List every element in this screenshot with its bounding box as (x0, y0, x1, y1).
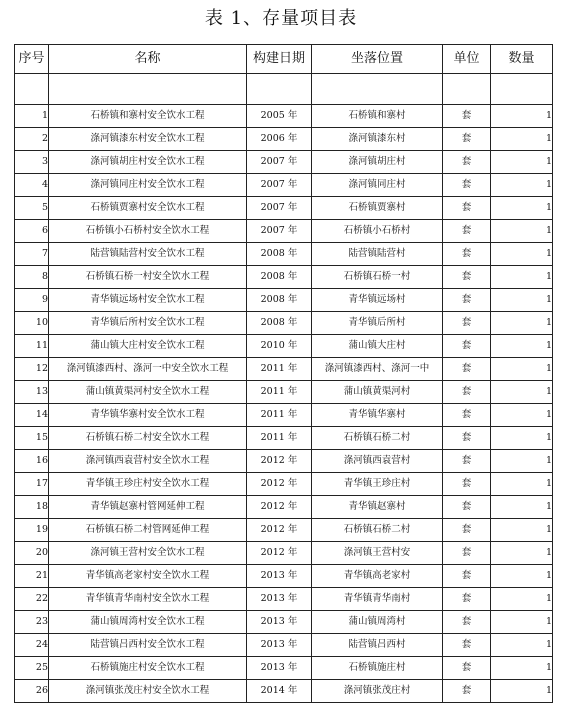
cell-unit: 套 (443, 358, 491, 381)
table-row (15, 266, 553, 289)
table-row (15, 680, 553, 703)
table-row (15, 197, 553, 220)
cell-unit: 套 (443, 174, 491, 197)
table-row (15, 427, 553, 450)
cell-name: 涤河镇王营村安全饮水工程 (49, 542, 247, 565)
cell-qty: 1 (491, 312, 553, 335)
cell-qty: 1 (491, 289, 553, 312)
cell-qty: 1 (491, 404, 553, 427)
header-row (15, 45, 553, 74)
cell-qty: 1 (491, 542, 553, 565)
cell-qty: 1 (491, 105, 553, 128)
cell-date: 2007 年 (247, 151, 312, 174)
cell-name: 蒲山镇黄渠河村安全饮水工程 (49, 381, 247, 404)
cell-location: 涤河镇西袁营村 (312, 450, 443, 473)
cell-no: 24 (15, 634, 49, 657)
cell-location: 石桥镇和寨村 (312, 105, 443, 128)
cell-unit: 套 (443, 473, 491, 496)
cell-name: 陆营镇吕西村安全饮水工程 (49, 634, 247, 657)
table-row (15, 634, 553, 657)
cell-date: 2007 年 (247, 174, 312, 197)
cell-name: 石桥镇石桥二村安全饮水工程 (49, 427, 247, 450)
cell-no: 2 (15, 128, 49, 151)
table-row (15, 450, 553, 473)
cell-qty: 1 (491, 197, 553, 220)
cell-unit: 套 (443, 611, 491, 634)
cell-name: 涤河镇西袁营村安全饮水工程 (49, 450, 247, 473)
cell-no: 20 (15, 542, 49, 565)
cell-location: 青华镇后所村 (312, 312, 443, 335)
cell-no: 17 (15, 473, 49, 496)
cell-qty: 1 (491, 657, 553, 680)
cell-name: 青华镇远场村安全饮水工程 (49, 289, 247, 312)
table-row (15, 611, 553, 634)
cell-name: 涤河镇漆东村安全饮水工程 (49, 128, 247, 151)
cell-no: 8 (15, 266, 49, 289)
cell-location: 涤河镇同庄村 (312, 174, 443, 197)
header-date: 构建日期 (247, 45, 312, 74)
cell-qty: 1 (491, 174, 553, 197)
cell-no: 9 (15, 289, 49, 312)
cell-date: 2008 年 (247, 289, 312, 312)
cell-unit: 套 (443, 519, 491, 542)
blank-cell (247, 74, 312, 105)
cell-unit: 套 (443, 588, 491, 611)
cell-date: 2011 年 (247, 358, 312, 381)
cell-date: 2013 年 (247, 611, 312, 634)
blank-cell (49, 74, 247, 105)
cell-date: 2012 年 (247, 519, 312, 542)
cell-qty: 1 (491, 358, 553, 381)
table-row (15, 404, 553, 427)
cell-qty: 1 (491, 335, 553, 358)
cell-location: 陆营镇吕西村 (312, 634, 443, 657)
cell-location: 涤河镇王营村安 (312, 542, 443, 565)
blank-cell (443, 74, 491, 105)
cell-location: 石桥镇石桥一村 (312, 266, 443, 289)
cell-name: 青华镇华寨村安全饮水工程 (49, 404, 247, 427)
cell-location: 陆营镇陆营村 (312, 243, 443, 266)
cell-date: 2007 年 (247, 220, 312, 243)
cell-name: 青华镇王珍庄村安全饮水工程 (49, 473, 247, 496)
cell-unit: 套 (443, 496, 491, 519)
cell-date: 2007 年 (247, 197, 312, 220)
cell-no: 3 (15, 151, 49, 174)
cell-location: 石桥镇施庄村 (312, 657, 443, 680)
cell-location: 涤河镇张茂庄村 (312, 680, 443, 703)
cell-date: 2012 年 (247, 450, 312, 473)
cell-name: 涤河镇同庄村安全饮水工程 (49, 174, 247, 197)
cell-unit: 套 (443, 565, 491, 588)
cell-location: 青华镇赵寨村 (312, 496, 443, 519)
cell-name: 石桥镇石桥二村管网延伸工程 (49, 519, 247, 542)
table-row (15, 473, 553, 496)
cell-unit: 套 (443, 105, 491, 128)
table-row (15, 565, 553, 588)
cell-date: 2006 年 (247, 128, 312, 151)
table-row (15, 496, 553, 519)
blank-cell (312, 74, 443, 105)
table-row (15, 128, 553, 151)
cell-unit: 套 (443, 427, 491, 450)
cell-date: 2013 年 (247, 634, 312, 657)
cell-location: 蒲山镇大庄村 (312, 335, 443, 358)
cell-no: 13 (15, 381, 49, 404)
table-row (15, 312, 553, 335)
cell-date: 2005 年 (247, 105, 312, 128)
cell-unit: 套 (443, 220, 491, 243)
cell-date: 2008 年 (247, 243, 312, 266)
cell-name: 青华镇后所村安全饮水工程 (49, 312, 247, 335)
table-row (15, 243, 553, 266)
cell-qty: 1 (491, 519, 553, 542)
table-row (15, 519, 553, 542)
cell-date: 2011 年 (247, 381, 312, 404)
header-no: 序号 (15, 45, 49, 74)
table-row (15, 542, 553, 565)
cell-unit: 套 (443, 657, 491, 680)
header-unit: 单位 (443, 45, 491, 74)
cell-unit: 套 (443, 335, 491, 358)
cell-no: 26 (15, 680, 49, 703)
cell-name: 蒲山镇大庄村安全饮水工程 (49, 335, 247, 358)
cell-unit: 套 (443, 128, 491, 151)
cell-unit: 套 (443, 680, 491, 703)
cell-date: 2014 年 (247, 680, 312, 703)
cell-name: 涤河镇胡庄村安全饮水工程 (49, 151, 247, 174)
cell-unit: 套 (443, 404, 491, 427)
cell-location: 石桥镇石桥二村 (312, 427, 443, 450)
cell-name: 青华镇青华南村安全饮水工程 (49, 588, 247, 611)
cell-qty: 1 (491, 243, 553, 266)
project-table (14, 44, 553, 703)
table-row (15, 335, 553, 358)
blank-cell (15, 74, 49, 105)
cell-unit: 套 (443, 542, 491, 565)
table-row (15, 151, 553, 174)
cell-date: 2012 年 (247, 496, 312, 519)
cell-date: 2008 年 (247, 312, 312, 335)
cell-no: 11 (15, 335, 49, 358)
cell-location: 蒲山镇周湾村 (312, 611, 443, 634)
cell-qty: 1 (491, 496, 553, 519)
cell-name: 青华镇高老家村安全饮水工程 (49, 565, 247, 588)
table-row (15, 289, 553, 312)
cell-unit: 套 (443, 197, 491, 220)
cell-unit: 套 (443, 450, 491, 473)
cell-location: 青华镇高老家村 (312, 565, 443, 588)
cell-no: 21 (15, 565, 49, 588)
cell-unit: 套 (443, 289, 491, 312)
table-row (15, 220, 553, 243)
cell-date: 2011 年 (247, 404, 312, 427)
header-location: 坐落位置 (312, 45, 443, 74)
cell-name: 石桥镇和寨村安全饮水工程 (49, 105, 247, 128)
cell-no: 4 (15, 174, 49, 197)
cell-name: 石桥镇石桥一村安全饮水工程 (49, 266, 247, 289)
cell-date: 2011 年 (247, 427, 312, 450)
cell-qty: 1 (491, 611, 553, 634)
cell-date: 2013 年 (247, 657, 312, 680)
cell-qty: 1 (491, 151, 553, 174)
cell-qty: 1 (491, 588, 553, 611)
cell-date: 2008 年 (247, 266, 312, 289)
blank-row (15, 74, 553, 105)
cell-unit: 套 (443, 266, 491, 289)
header-qty: 数量 (491, 45, 553, 74)
cell-no: 1 (15, 105, 49, 128)
cell-name: 涤河镇张茂庄村安全饮水工程 (49, 680, 247, 703)
cell-qty: 1 (491, 634, 553, 657)
table-row (15, 174, 553, 197)
cell-name: 青华镇赵寨村管网延伸工程 (49, 496, 247, 519)
cell-no: 14 (15, 404, 49, 427)
cell-unit: 套 (443, 634, 491, 657)
cell-location: 青华镇王珍庄村 (312, 473, 443, 496)
cell-location: 青华镇远场村 (312, 289, 443, 312)
cell-name: 涤河镇漆西村、涤河一中安全饮水工程 (49, 358, 247, 381)
cell-qty: 1 (491, 565, 553, 588)
page-title: 表 1、存量项目表 (204, 8, 358, 29)
cell-no: 16 (15, 450, 49, 473)
cell-no: 15 (15, 427, 49, 450)
cell-no: 7 (15, 243, 49, 266)
cell-location: 蒲山镇黄渠河村 (312, 381, 443, 404)
cell-location: 石桥镇小石桥村 (312, 220, 443, 243)
header-name: 名称 (49, 45, 247, 74)
cell-qty: 1 (491, 473, 553, 496)
cell-name: 陆营镇陆营村安全饮水工程 (49, 243, 247, 266)
cell-location: 青华镇青华南村 (312, 588, 443, 611)
cell-date: 2013 年 (247, 565, 312, 588)
cell-no: 22 (15, 588, 49, 611)
cell-no: 12 (15, 358, 49, 381)
cell-location: 石桥镇贾寨村 (312, 197, 443, 220)
cell-unit: 套 (443, 243, 491, 266)
cell-date: 2013 年 (247, 588, 312, 611)
table-row (15, 588, 553, 611)
cell-name: 石桥镇贾寨村安全饮水工程 (49, 197, 247, 220)
table-row (15, 358, 553, 381)
cell-no: 6 (15, 220, 49, 243)
table-row (15, 381, 553, 404)
cell-qty: 1 (491, 128, 553, 151)
cell-location: 涤河镇漆东村 (312, 128, 443, 151)
cell-no: 5 (15, 197, 49, 220)
cell-location: 涤河镇胡庄村 (312, 151, 443, 174)
cell-qty: 1 (491, 266, 553, 289)
cell-no: 25 (15, 657, 49, 680)
cell-qty: 1 (491, 381, 553, 404)
cell-unit: 套 (443, 381, 491, 404)
cell-qty: 1 (491, 680, 553, 703)
cell-date: 2010 年 (247, 335, 312, 358)
cell-unit: 套 (443, 151, 491, 174)
cell-qty: 1 (491, 220, 553, 243)
cell-name: 石桥镇施庄村安全饮水工程 (49, 657, 247, 680)
table-row (15, 657, 553, 680)
cell-no: 19 (15, 519, 49, 542)
table-row (15, 105, 553, 128)
cell-qty: 1 (491, 450, 553, 473)
cell-location: 青华镇华寨村 (312, 404, 443, 427)
cell-no: 10 (15, 312, 49, 335)
cell-name: 石桥镇小石桥村安全饮水工程 (49, 220, 247, 243)
cell-qty: 1 (491, 427, 553, 450)
cell-name: 蒲山镇周湾村安全饮水工程 (49, 611, 247, 634)
cell-unit: 套 (443, 312, 491, 335)
cell-date: 2012 年 (247, 542, 312, 565)
cell-no: 23 (15, 611, 49, 634)
cell-no: 18 (15, 496, 49, 519)
cell-location: 涤河镇漆西村、涤河一中 (312, 358, 443, 381)
cell-date: 2012 年 (247, 473, 312, 496)
blank-cell (491, 74, 553, 105)
cell-location: 石桥镇石桥二村 (312, 519, 443, 542)
